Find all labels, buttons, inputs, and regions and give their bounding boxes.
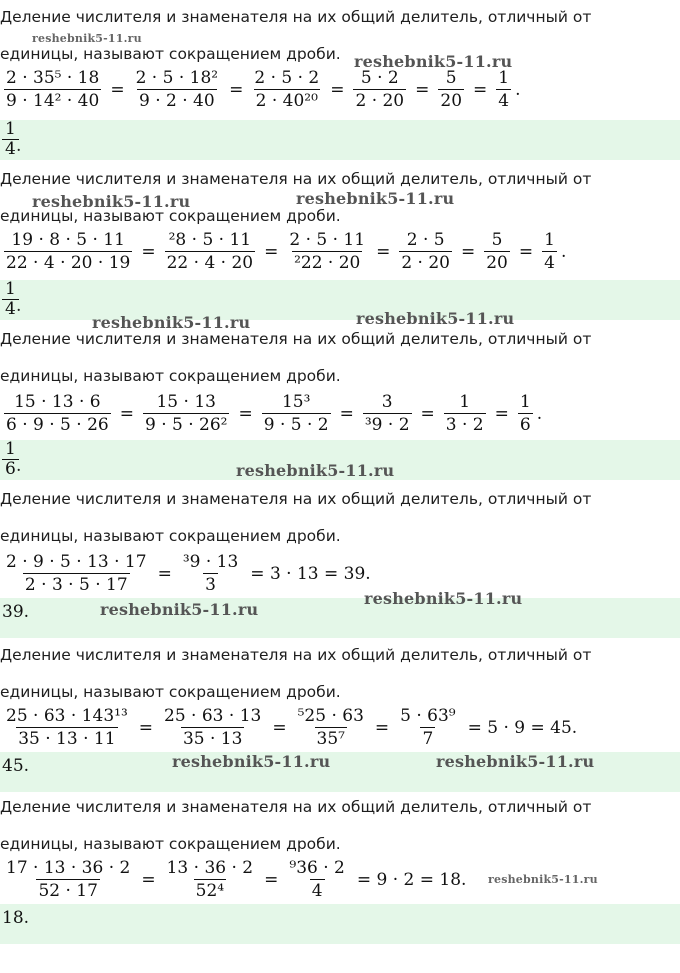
numerator: 1	[5, 119, 16, 139]
fraction	[4, 68, 101, 111]
denominator: 2 · 3 · 5 · 17	[24, 575, 128, 595]
watermark: reshebnik5-11.ru	[488, 873, 598, 886]
watermark: reshebnik5-11.ru	[364, 589, 523, 608]
equation	[2, 68, 521, 111]
fraction	[4, 392, 111, 435]
denominator: 2 · 20	[401, 253, 450, 273]
watermark: reshebnik5-11.ru	[436, 752, 595, 771]
fraction	[4, 552, 149, 595]
denominator: 4	[498, 91, 510, 111]
denominator: 7	[422, 729, 434, 749]
fraction	[353, 68, 406, 111]
rule-line-2: единицы, называют сокращением дроби.	[0, 207, 341, 225]
answer-dot: .	[16, 136, 22, 156]
denominator: 9 · 5 · 26²	[144, 415, 228, 435]
denominator: 20	[440, 91, 463, 111]
denominator: 4	[544, 253, 555, 273]
numerator: ³9 · 13	[182, 552, 239, 572]
numerator: 5 · 2	[360, 68, 399, 88]
numerator: 15 · 13 · 6	[14, 392, 101, 412]
equals-sign: =	[229, 79, 244, 100]
numerator: 3	[381, 392, 393, 412]
fraction	[496, 68, 511, 111]
rule-line-1: Деление числителя и знаменателя на их общий делитель, отличный от	[0, 646, 592, 664]
denominator: 3 · 2	[445, 415, 484, 435]
numerator: 19 · 8 · 5 · 11	[11, 230, 125, 250]
equation	[2, 392, 542, 435]
equation-tail: = 3 · 13 = 39.	[250, 563, 371, 584]
denominator: ³9 · 2	[364, 415, 410, 435]
numerator: 2 · 5 · 11	[289, 230, 366, 250]
denominator: 4	[311, 881, 323, 901]
numerator: ⁵25 · 63	[297, 706, 364, 726]
rule-line-2: единицы, называют сокращением дроби.	[0, 527, 341, 545]
fraction	[143, 392, 230, 435]
rule-line-1: Деление числителя и знаменателя на их общий делитель, отличный от	[0, 170, 592, 188]
denominator: 35 · 13 · 11	[18, 729, 116, 749]
numerator: 5	[491, 230, 503, 250]
watermark: reshebnik5-11.ru	[92, 313, 251, 332]
denominator: 35⁷	[316, 729, 345, 749]
answer-value: 39.	[2, 602, 30, 622]
watermark: reshebnik5-11.ru	[32, 32, 142, 45]
fraction	[484, 230, 510, 273]
numerator: 2 · 5 · 2	[254, 68, 320, 88]
equals-sign: =	[376, 241, 391, 262]
numerator: 2 · 5 · 18²	[135, 68, 219, 88]
rule-line-2: единицы, называют сокращением дроби.	[0, 367, 341, 385]
fraction	[363, 392, 412, 435]
fraction	[438, 68, 464, 111]
equation-tail: .	[536, 403, 543, 424]
equals-sign: =	[141, 241, 156, 262]
numerator: 1	[498, 68, 510, 88]
denominator: 22 · 4 · 20 · 19	[6, 253, 131, 273]
equation	[2, 230, 566, 273]
equation-tail: .	[560, 241, 567, 262]
denominator: 4	[2, 139, 19, 159]
watermark: reshebnik5-11.ru	[172, 752, 331, 771]
answer-value: 18.	[2, 908, 30, 928]
denominator: 2 · 20	[355, 91, 405, 111]
equals-sign: =	[238, 403, 253, 424]
answer-box	[0, 904, 680, 944]
equals-sign: =	[415, 79, 430, 100]
denominator: 35 · 13	[182, 729, 243, 749]
rule-line-1: Деление числителя и знаменателя на их общий делитель, отличный от	[0, 490, 592, 508]
denominator: 2 · 40²⁰	[255, 91, 318, 111]
denominator: 9 · 2 · 40	[138, 91, 215, 111]
fraction	[542, 230, 557, 273]
denominator: 20	[486, 253, 508, 273]
fraction	[296, 706, 366, 749]
equals-sign: =	[110, 79, 125, 100]
denominator: 9 · 5 · 2	[263, 415, 329, 435]
denominator: 6	[2, 459, 19, 479]
fraction	[162, 706, 263, 749]
fraction	[518, 392, 533, 435]
fraction	[252, 68, 321, 111]
numerator: 1	[459, 392, 471, 412]
equals-sign: =	[374, 717, 390, 738]
rule-line-2: единицы, называют сокращением дроби.	[0, 835, 341, 853]
numerator: 1	[5, 439, 16, 459]
answer-box	[0, 120, 680, 160]
denominator: 4	[2, 299, 19, 319]
denominator: 22 · 4 · 20	[166, 253, 254, 273]
equation	[2, 552, 371, 595]
numerator: 2 · 5	[406, 230, 445, 250]
watermark: reshebnik5-11.ru	[354, 52, 513, 71]
equals-sign: =	[494, 403, 509, 424]
watermark: reshebnik5-11.ru	[296, 189, 455, 208]
fraction	[134, 68, 221, 111]
equation-tail: = 5 · 9 = 45.	[467, 717, 578, 738]
fraction	[181, 552, 240, 595]
fraction	[165, 858, 256, 901]
equals-sign: =	[330, 79, 345, 100]
answer-value: 45.	[2, 756, 30, 776]
equals-sign: =	[473, 79, 488, 100]
numerator: 25 · 63 · 13	[164, 706, 262, 726]
answer-dot: .	[16, 296, 22, 316]
denominator: 52⁴	[195, 881, 225, 901]
numerator: ⁹36 · 2	[289, 858, 345, 878]
denominator: 3	[205, 575, 216, 595]
fraction	[398, 706, 457, 749]
equals-sign: =	[460, 241, 476, 262]
fraction	[165, 230, 256, 273]
numerator: 13 · 36 · 2	[166, 858, 254, 878]
watermark: reshebnik5-11.ru	[32, 192, 191, 211]
denominator: 6 · 9 · 5 · 26	[6, 415, 109, 435]
numerator: 5 · 63⁹	[400, 706, 456, 726]
numerator: 2 · 35⁵ · 18	[6, 68, 100, 88]
rule-line-2: единицы, называют сокращением дроби.	[0, 683, 341, 701]
rule-line-1: Деление числителя и знаменателя на их общий делитель, отличный от	[0, 798, 592, 816]
equals-sign: =	[339, 403, 354, 424]
equals-sign: =	[264, 869, 279, 890]
denominator: ²22 · 20	[294, 253, 361, 273]
equals-sign: =	[272, 717, 287, 738]
equals-sign: =	[141, 869, 156, 890]
equation-tail: .	[515, 79, 521, 100]
numerator: 17 · 13 · 36 · 2	[6, 858, 131, 878]
watermark: reshebnik5-11.ru	[236, 461, 395, 480]
equals-sign: =	[157, 563, 172, 584]
equals-sign: =	[119, 403, 134, 424]
denominator: 6	[519, 415, 531, 435]
equals-sign: =	[138, 717, 154, 738]
watermark: reshebnik5-11.ru	[100, 600, 259, 619]
numerator: 1	[5, 279, 16, 299]
equals-sign: =	[264, 241, 279, 262]
fraction	[444, 392, 486, 435]
equals-sign: =	[420, 403, 435, 424]
numerator: 1	[544, 230, 555, 250]
fraction	[287, 230, 367, 273]
fraction	[399, 230, 452, 273]
fraction	[287, 858, 346, 901]
watermark: reshebnik5-11.ru	[356, 309, 515, 328]
numerator: ²8 · 5 · 11	[168, 230, 252, 250]
fraction	[4, 706, 130, 749]
numerator: 25 · 63 · 143¹³	[6, 706, 128, 726]
fraction	[262, 392, 331, 435]
answer-dot: .	[16, 456, 22, 476]
equation	[2, 858, 466, 901]
equation	[2, 706, 577, 749]
denominator: 9 · 14² · 40	[6, 91, 100, 111]
numerator: 15 · 13	[156, 392, 216, 412]
equation-tail: = 9 · 2 = 18.	[356, 869, 467, 890]
numerator: 2 · 9 · 5 · 13 · 17	[6, 552, 147, 572]
rule-line-1: Деление числителя и знаменателя на их общий делитель, отличный от	[0, 8, 592, 26]
denominator: 52 · 17	[38, 881, 98, 901]
rule-line-2: единицы, называют сокращением дроби.	[0, 45, 341, 63]
numerator: 1	[519, 392, 531, 412]
rule-line-1: Деление числителя и знаменателя на их общий делитель, отличный от	[0, 330, 592, 348]
numerator: 5	[445, 68, 457, 88]
fraction	[4, 230, 132, 273]
equals-sign: =	[518, 241, 534, 262]
numerator: 15³	[281, 392, 311, 412]
fraction	[4, 858, 132, 901]
